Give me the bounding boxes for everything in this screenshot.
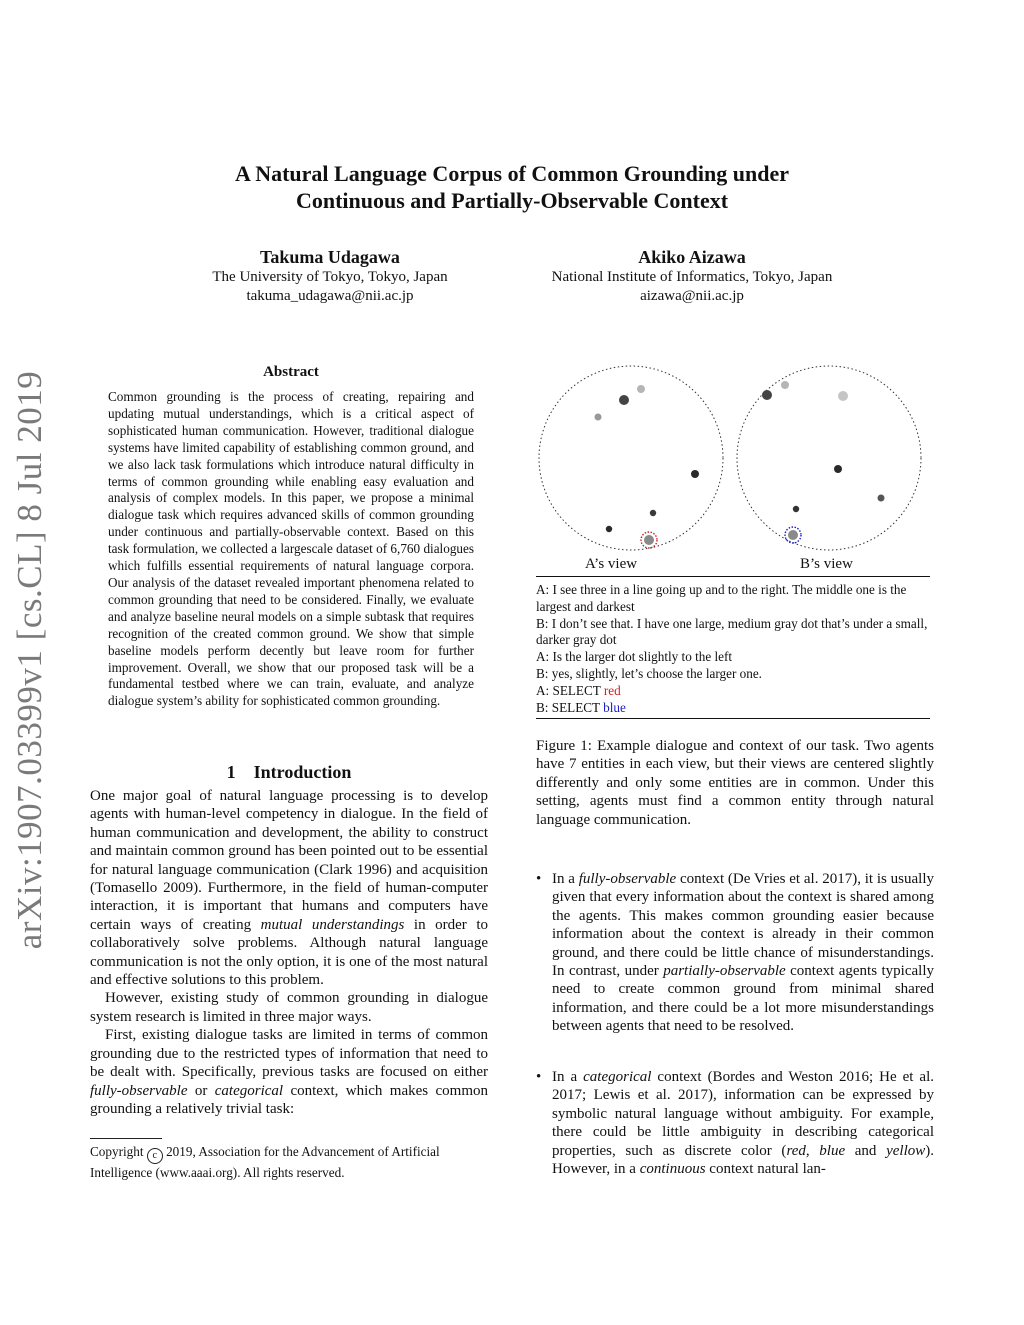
dialogue-line: B: yes, slightly, let’s choose the larger one. (536, 665, 762, 681)
author-1 (150, 246, 510, 306)
dot[interactable] (606, 526, 612, 532)
dot[interactable] (793, 506, 799, 512)
dialogue-select-b: B: SELECT blue (536, 699, 626, 715)
section-number: 1 (226, 762, 236, 782)
dialogue-line: B: I don’t see that. I have one large, medium gray dot that’s under a small, darker gray dot (536, 615, 928, 648)
intro-paragraph-1: One major goal of natural language processing is to develop agents with human-level competency in dialogue. In the field of human communication and development, the ability to construct and maintain common ground has been pointed out to be essential for natural language communication (Clark 1996) and acquisition (Tomasello 2009). Furthermore, in the field of human-computer interaction, it is important that humans and computers have certain ways of creating mutual understandings in order to collaboratively solve problems. Although natural language communication is not the only option, it is one of the most natural and effective solutions to this problem. (90, 788, 488, 989)
abstract-text: Common grounding is the process of creating, repairing and updating mutual understandings, which is a critical aspect of sophisticated human communication. However, traditional dialogue systems have limited capability of establishing common ground, and we also lack task formulations which introduce natural difficulty in terms of common grounding while enabling easy evaluation and analysis of complex models. In this paper, we propose a minimal dialogue task which requires advanced skills of common grounding under continuous and partially-observable context. Based on this task formulation, we collected a largescale dataset of 6,760 dialogues which fulfills essential requirements of natural language corpora. Our analysis of the dataset revealed important phenomena related to common grounding that need to be considered. Finally, we evaluate and analyze baseline neural models on a simple subtask that requires recognition of the created common ground. We show that simple baseline models perform decently but leave room for further improvement. Overall, we show that our proposed task will be a fundamental testbed where we can train, evaluate, and analyze dialogue system’s ability for sophisticated common grounding. (108, 389, 474, 709)
bullet-icon: • (536, 1069, 542, 1085)
intro-paragraph-3: First, existing dialogue tasks are limited in terms of common grounding due to the restricted types of information that need to be dealt with. Specifically, previous tasks are focused on either fully-observable or categorical context, which makes common grounding a relatively trivial task: (90, 1027, 489, 1117)
dialogue-bottom-rule (536, 718, 930, 719)
dot[interactable] (781, 381, 789, 389)
author-1-email[interactable]: takuma_udagawa@nii.ac.jp (246, 288, 414, 304)
intro-body (90, 787, 488, 1118)
author-1-name: Takuma Udagawa (260, 247, 400, 267)
section-title: Introduction (253, 762, 352, 782)
dot[interactable] (762, 390, 772, 400)
dot[interactable] (650, 510, 656, 516)
author-2-name: Akiko Aizawa (638, 247, 746, 267)
dialogue-select-a: A: SELECT red (536, 682, 621, 698)
footnote-divider (90, 1138, 162, 1139)
dot[interactable] (834, 465, 842, 473)
bullet-item-2: • In a categorical context (Bordes and Weston 2016; He et al. 2017; Lewis et al. 2017), information can be expressed by symbolic natural language without ambiguity. For example, there could be little ambiguity in describing categorical properties, such as discrete color (red, blue and yellow). However, in a continuous context natural lan- (536, 1069, 934, 1178)
dialogue-line: A: Is the larger dot slightly to the left (536, 649, 733, 665)
dot-selected-b[interactable] (788, 530, 798, 540)
dialogue-transcript (536, 582, 930, 716)
title-line-2: Continuous and Partially-Observable Context (295, 188, 729, 213)
bullet-icon: • (536, 871, 542, 887)
section-heading-introduction (90, 762, 488, 783)
author-2-email[interactable]: aizawa@nii.ac.jp (640, 288, 744, 304)
dot[interactable] (691, 470, 699, 478)
dot-selected-a[interactable] (644, 535, 654, 545)
dialogue-line: A: I see three in a line going up and to the right. The middle one is the largest and darkest (536, 582, 907, 614)
intro-paragraph-2: However, existing study of common grounding in dialogue system research is limited in three major ways. (90, 990, 488, 1025)
author-2-affiliation: National Institute of Informatics, Tokyo, Japan (551, 269, 833, 285)
author-2 (512, 246, 872, 306)
dot[interactable] (595, 414, 602, 421)
dialogue-top-rule (536, 576, 930, 577)
dot[interactable] (619, 395, 629, 405)
abstract-heading: Abstract (263, 364, 319, 380)
dot[interactable] (838, 391, 848, 401)
title-line-1: A Natural Language Corpus of Common Grounding under (235, 161, 789, 186)
view-a-circle (539, 366, 723, 550)
figure-views (536, 364, 930, 564)
author-1-affiliation: The University of Tokyo, Tokyo, Japan (212, 269, 448, 285)
view-a-label: A’s view (585, 556, 638, 572)
dot[interactable] (878, 495, 885, 502)
figure-caption: Figure 1: Example dialogue and context of our task. Two agents have 7 entities in each view, but their views are centered slightly differently and only some entities are in common. Under this setting, agents must find a common entity through natural language communication. (536, 738, 934, 828)
view-b-label: B’s view (800, 556, 853, 572)
copyright-symbol: c (147, 1148, 163, 1164)
arxiv-stamp: arXiv:1907.03399v1 [cs.CL] 8 Jul 2019 (10, 370, 49, 950)
dot[interactable] (637, 385, 645, 393)
paper-title (0, 160, 1024, 214)
bullet-item-1: • In a fully-observable context (De Vries et al. 2017), it is usually given that every information about the context is shared among the agents. This makes common grounding easier because information about the context is already in their common ground, and there could be little chance of misunderstandings. In contrast, under partially-observable context agents typically need to create common ground from minimal shared information, and there could be a lot more misunderstandings between agents that need to be resolved. (536, 871, 934, 1035)
copyright-footnote: Copyright c 2019, Association for the Advancement of Artificial Intelligence (www.aaai.org). All rights reserved. (90, 1144, 440, 1180)
